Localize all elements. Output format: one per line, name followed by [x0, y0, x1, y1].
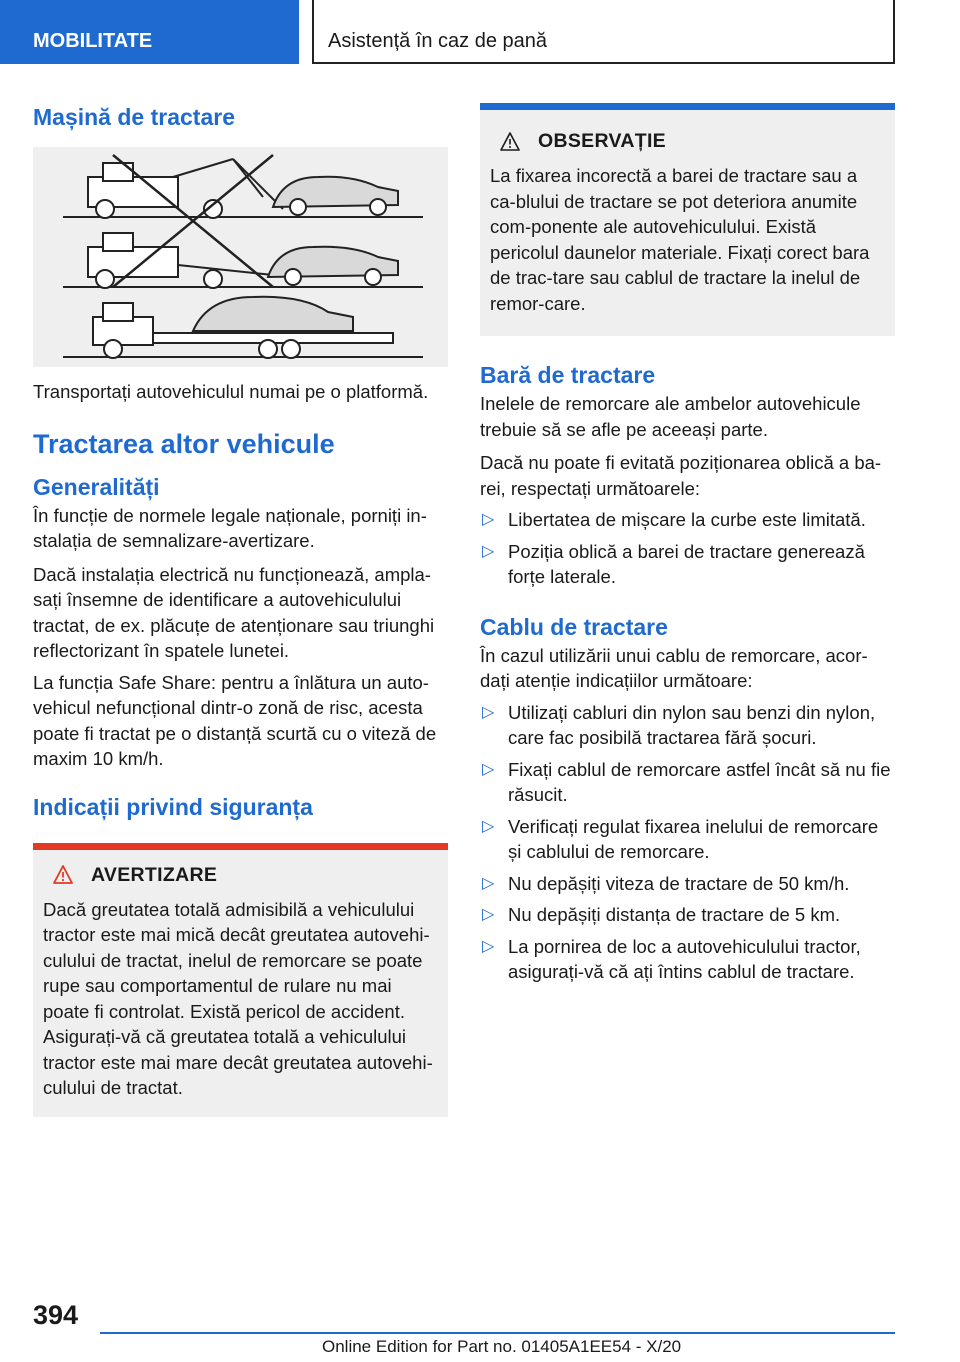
towing-diagram-icon — [33, 147, 448, 367]
note-text: La fixarea incorectă a barei de tractare sau a ca-blului de tractare se pot deteriora anumite com-ponente ale autovehiculului. Există pericolul daunelor materiale. Fixați corect bara de trac-tare sau cablul de tractare la inelul de remor-care. — [490, 165, 870, 314]
list-item: ▷ La pornirea de loc a autovehiculului tractor, asigurați-vă că ați întins cablul de tractare. — [482, 935, 861, 982]
list-item: ▷ Verificați regulat fixarea inelului de remorcare și cablului de remorcare. — [482, 815, 879, 862]
bullet-icon: ▷ — [482, 874, 495, 892]
header-section: MOBILITATE — [0, 0, 299, 64]
general-paragraph-2: Dacă instalația electrică nu funcționează, ampla-sați însemne de identificare a autovehiculului tractat, de ex. plăcuțe de atenționare sau triunghi reflectorizant în spatele lunetei. — [33, 563, 435, 661]
list-item: ▷ Utilizați cabluri din nylon sau benzi din nylon, care fac posibilă tractarea fără șocuri. — [482, 701, 876, 748]
warning-text: Dacă greutatea totală admisibilă a vehiculului tractor este mai mică decât greutatea autovehi-culului de tractat, inelul de remorcare se poate rupe sau comportamentul de rulare nu mai poate fi controlat. Există pericol de accident. Asigurați-vă că greutatea totală a vehiculului tractor este mai mare decât greutatea autovehi-culului de tractat. — [43, 898, 433, 1098]
bullet-icon: ▷ — [482, 937, 495, 955]
tow-cable-list — [480, 700, 895, 985]
tow-truck-title: Mașină de tractare — [33, 104, 235, 130]
footer-edition: Online Edition for Part no. 01405A1EE54 - X/20 — [322, 1337, 682, 1356]
general-paragraph-3: La funcția Safe Share: pentru a înlătura un auto-vehicul nefuncțional dintr-o zonă de risc, acesta poate fi tractat pe o distanță scurtă cu o viteză de maxim 10 km/h. — [33, 671, 437, 769]
list-item: ▷ Poziția oblică a barei de tractare generează forțe laterale. — [482, 540, 865, 587]
bullet-icon: ▷ — [482, 817, 495, 835]
page-number: 394 — [33, 1300, 79, 1330]
bullet-icon: ▷ — [482, 906, 495, 923]
warning-box — [33, 843, 448, 1117]
general-title: Generalități — [33, 473, 160, 500]
footer-divider — [100, 1332, 895, 1334]
warning-label: AVERTIZARE — [91, 863, 218, 886]
tow-bar-title: Bară de tractare — [480, 362, 656, 388]
left-column — [33, 100, 448, 1117]
header-chapter: Asistență în caz de pană — [312, 0, 895, 64]
list-item: ▷ Nu depășiți viteza de tractare de 50 km/h. — [480, 871, 895, 897]
list-item: ▷ Nu depășiți distanța de tractare de 5 km. — [480, 902, 895, 928]
note-box — [480, 103, 895, 336]
towing-other-vehicles-heading: Tractarea altor vehicule — [33, 428, 335, 459]
tow-cable-paragraph: În cazul utilizării unui cablu de remorcare, acor-dați atenție indicațiilor următoare: — [480, 644, 868, 691]
list-item: ▷ Fixați cablul de remorcare astfel încât să nu fie răsucit. — [482, 758, 891, 805]
note-label: OBSERVAȚIE — [538, 130, 666, 152]
tow-bar-list — [480, 507, 895, 590]
safety-title: Indicații privind siguranța — [33, 793, 313, 820]
bullet-icon: ▷ — [482, 703, 495, 721]
tow-cable-title: Cablu de tractare — [480, 613, 668, 640]
right-column — [480, 103, 895, 985]
figure-caption: Transportați autovehiculul numai pe o platformă. — [33, 381, 429, 402]
bullet-icon: ▷ — [482, 511, 495, 528]
tow-bar-paragraph-2: Dacă nu poate fi evitată poziționarea oblică a ba-rei, respectați următoarele: — [480, 452, 882, 499]
note-triangle-icon — [500, 132, 520, 152]
warning-triangle-icon — [53, 865, 73, 885]
towing-illustration — [33, 147, 448, 367]
bullet-icon: ▷ — [482, 542, 495, 560]
list-item: ▷ Libertatea de mișcare la curbe este limitată. — [480, 507, 895, 533]
tow-bar-paragraph-1: Inelele de remorcare ale ambelor autovehicule trebuie să se afle pe aceeași parte. — [480, 393, 861, 440]
general-paragraph-1: În funcție de normele legale naționale, porniți in-stalația de semnalizare-avertizare. — [33, 504, 427, 551]
bullet-icon: ▷ — [482, 760, 495, 778]
